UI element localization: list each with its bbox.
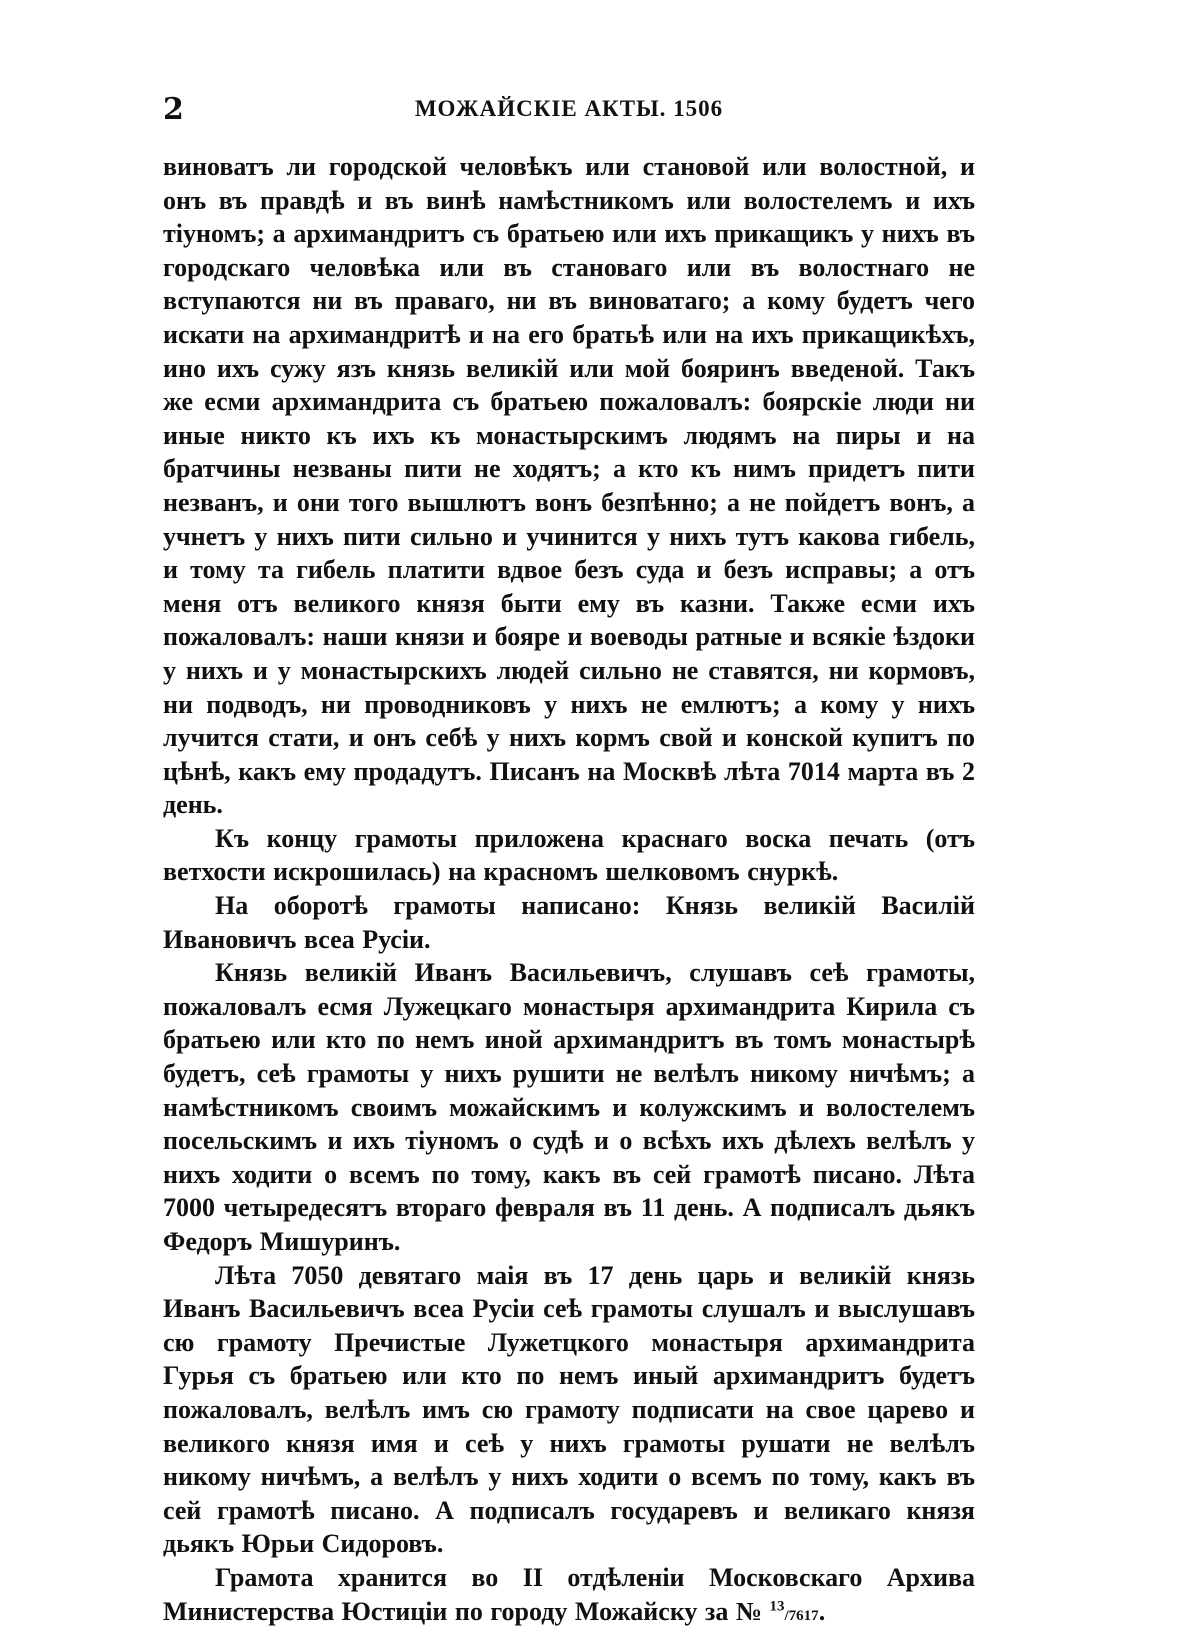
archive-number-denominator: /7617: [784, 1607, 819, 1624]
archive-number-numerator: 13: [769, 1597, 785, 1614]
paragraph-seal-note: Къ концу грамоты приложена краснаго воска печать (отъ ветхости искрошилась) на красномъ шелковомъ снуркѣ.: [163, 823, 975, 887]
document-body: [163, 150, 975, 1633]
paragraph-archive-note: [163, 1561, 975, 1633]
paragraph-reverse-note: На оборотѣ грамоты написано: Князь великій Василій Ивановичъ всеа Русіи.: [163, 891, 975, 954]
archive-note-end: .: [818, 1596, 826, 1626]
page-number: 2: [163, 92, 184, 127]
paragraph-continuation: виноватъ ли городской человѣкъ или становой или волостной, и онъ въ правдѣ и въ винѣ намѣстникомъ или волостелемъ и ихъ тіуномъ; а архимандритъ съ братьею или ихъ прикащикъ у нихъ въ городскаго человѣка или въ становаго или въ волостнаго не вступаются ни въ праваго, ни въ виноватаго; а кому будетъ чего искати на архимандритѣ и на его братьѣ или на ихъ прикащикѣхъ, ино ихъ сужу язъ князь великій или мой бояринъ введеной. Такъ же есми архимандрита съ братьею пожаловалъ: боярскіе люди ни иные никто къ ихъ къ монастырскимъ людямъ на пиры и на братчины незваны пити не ходятъ; а кто къ нимъ придетъ пити незванъ, и они того вышлютъ вонъ безпѣнно; а не пойдетъ вонъ, а учнетъ у нихъ пити сильно и учинится у нихъ тутъ какова гибель, и тому та гибель платити вдвое безъ суда и безъ исправы; а отъ меня отъ великого князя быти ему въ казни. Также есми ихъ пожаловалъ: наши князи и бояре и воеводы ратные и всякіе ѣздоки у нихъ и у монастырскихъ людей сильно не ставятся, ни кормовъ, ни подводъ, ни проводниковъ у нихъ не емлютъ; а кому у нихъ лучится стати, и онъ себѣ у нихъ кормъ свой и конской купитъ по цѣнѣ, какъ ему продадутъ. Писанъ на Москвѣ лѣта 7014 марта въ 2 день.: [163, 152, 975, 820]
paragraph-confirmation-ivan: Князь великій Иванъ Васильевичъ, слушавъ сеѣ грамоты, пожаловалъ есмя Лужецкаго монастыря архимандрита Кирила съ братьею или кто по немъ иной архимандритъ въ томъ монастырѣ будетъ, сеѣ грамоты у нихъ рушити не велѣлъ никому ничѣмъ; а намѣстникомъ своимъ можайскимъ и колужскимъ и волостелемъ посельскимъ и ихъ тіуномъ о судѣ и о всѣхъ ихъ дѣлехъ велѣлъ у нихъ ходити о всемъ по тому, какъ въ сей грамотѣ писано. Лѣта 7000 четыредесятъ втораго февраля въ 11 день. А подписалъ дьякъ Федоръ Мишуринъ.: [163, 958, 975, 1256]
page-header: [163, 92, 975, 132]
archive-note-text: Грамота хранится во II отдѣленіи Московскаго Архива Министерства Юстиціи по городу Можайску за №: [163, 1562, 975, 1626]
running-title: МОЖАЙСКІЕ АКТЫ. 1506: [414, 96, 724, 121]
paragraph-confirmation-tsar: Лѣта 7050 девятаго маія въ 17 день царь и великій князь Иванъ Васильевичъ всеа Русіи сеѣ грамоты слушалъ и выслушавъ сю грамоту Пречистые Лужетцкого монастыря архимандрита Гурья съ братьею или кто по немъ иный архимандритъ будетъ пожаловалъ, велѣлъ имъ сю грамоту подписати на свое царево и великого князя имя и сеѣ у нихъ грамоты рушати не велѣлъ никому ничѣмъ, а велѣлъ у нихъ ходити о всемъ по тому, какъ въ сей грамотѣ писано. А подписалъ государевъ и великаго князя дьякъ Юрьи Сидоровъ.: [163, 1260, 975, 1559]
